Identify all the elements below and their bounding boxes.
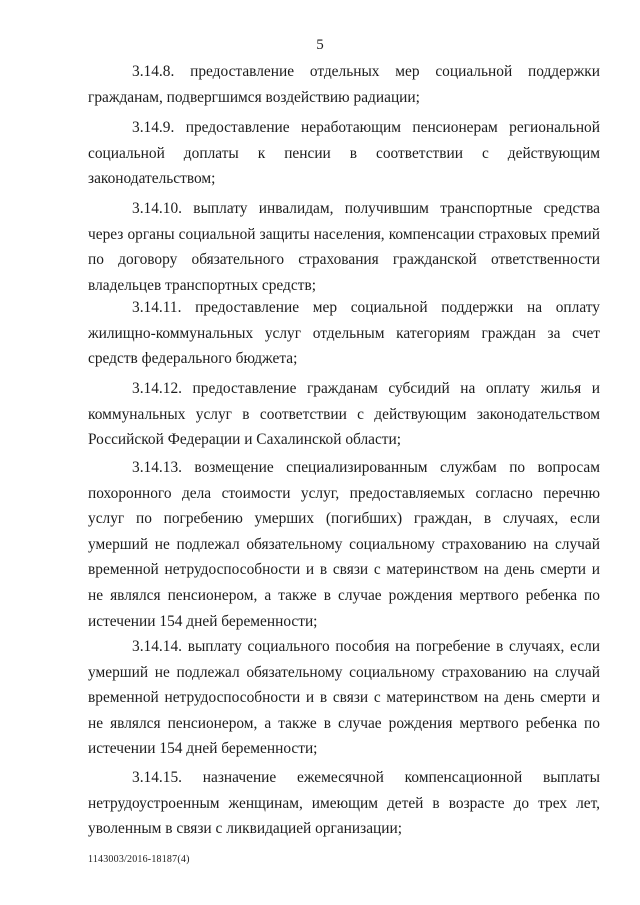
clause-3-14-12: 3.14.12. предоставление гражданам субсидий на оплату жилья и коммунальных услуг в соответствии с действующим законодательством Российской Федерации и Сахалинской области; (88, 380, 600, 449)
clause-3-14-8: 3.14.8. предоставление отдельных мер социальной поддержки гражданам, подвергшимся воздействию радиации; (88, 63, 600, 106)
clause-3-14-9: 3.14.9. предоставление неработающим пенсионерам региональной социальной доплаты к пенсии в соответствии с действующим законодательством; (88, 119, 600, 188)
clause-3-14-11: 3.14.11. предоставление мер социальной поддержки на оплату жилищно-коммунальных услуг отдельным категориям граждан за счет средств федерального бюджета; (88, 299, 600, 368)
clause-3-14-10: 3.14.10. выплату инвалидам, получившим транспортные средства через органы социальной защиты населения, компенсации страховых премий по договору обязательного страхования гражданской ответственности владельцев транспортных средств; (88, 200, 600, 294)
clause-3-14-13: 3.14.13. возмещение специализированным службам по вопросам похоронного дела стоимости услуг, предоставляемых согласно перечню услуг по погребению умерших (погибших) граждан, в случаях, если умерший не подлежал обязательному социальному страхованию на случай временной нетрудоспособности и в связи с материнством на день смерти и не являлся пенсионером, а также в случае рождения мертвого ребенка по истечении 154 дней беременности; (88, 459, 600, 630)
clause-3-14-14: 3.14.14. выплату социального пособия на погребение в случаях, если умерший не подлежал обязательному социальному страхованию на случай временной нетрудоспособности и в связи с материнством на день смерти и не являлся пенсионером, а также в случае рождения мертвого ребенка по истечении 154 дней беременности; (88, 638, 600, 758)
clause-3-14-15: 3.14.15. назначение ежемесячной компенсационной выплаты нетрудоустроенным женщинам, имеющим детей в возрасте до трех лет, уволенным в связи с ликвидацией организации; (88, 769, 600, 838)
document-code: 1143003/2016-18187(4) (88, 854, 190, 865)
page-number: 5 (316, 37, 324, 53)
